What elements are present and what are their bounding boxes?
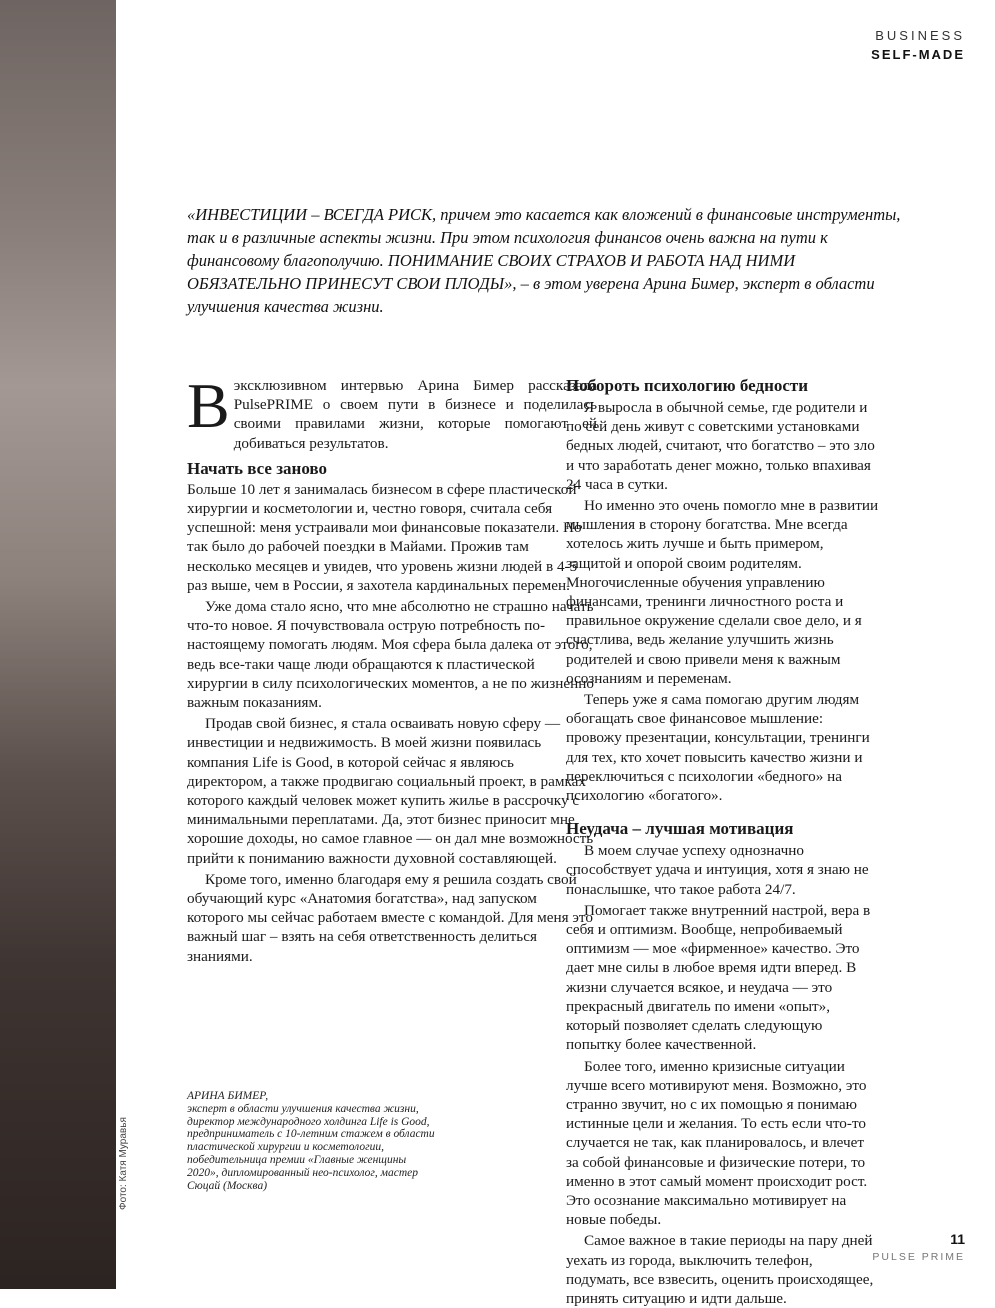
- page-number: 11: [950, 1231, 965, 1247]
- paragraph: Продав свой бизнес, я стала осваивать новую сферу — инвестиции и недвижимость. В моей жизни появилась компания Life is Good, в которой сейчас я являюсь директором, а также продвигаю социальный проект, в рамках которого каждый человек может купить жилье в рассрочку с минимальными переплатами. Да, этот бизнес приносит мне хорошие доходы, но самое главное — он дал мне возможность прийти к пониманию важности духовной составляющей.: [187, 715, 594, 867]
- bio-name: АРИНА БИМЕР,: [187, 1090, 269, 1102]
- photo-credit: Фото: Катя Муравья: [118, 1117, 129, 1210]
- paragraph: Помогает также внутренний настрой, вера в себя и оптимизм. Вообще, непробиваемый оптимизм — мое «фирменное» качество. Это дает мне силы в любое время идти вперед. В жизни случается всякое, и неудача — это прекрасный двигатель по имени «опыт», который позволяет сделать следующую попытку более качественной.: [566, 901, 871, 1054]
- section-header: [871, 28, 965, 62]
- paragraph: Я выросла в обычной семье, где родители и по сей день живут с советскими установками бедных людей, считают, что богатство – это зло и что заработать денег можно, только впахивая 24 часа в сутки.: [566, 399, 875, 493]
- author-bio: [187, 1090, 437, 1192]
- heading-failure-motivation: Неудача – лучшая мотивация: [566, 819, 794, 839]
- section-title: BUSINESS: [875, 28, 965, 43]
- magazine-name: PULSE PRIME: [872, 1251, 965, 1263]
- intro-text: эксклюзивном интервью Арина Бимер рассказала PulsePRIME о своем пути в бизнесе и поделилась своими правилами жизни, которые помогают ей добиваться результатов.: [233, 377, 597, 452]
- paragraph: Более того, именно кризисные ситуации лучше всего мотивируют меня. Возможно, это странно звучит, но с их помощью я понимаю истинные цели и желания. То есть если что-то случается не так, как планировалось, и влечет за собой финансовые и физические потери, то именно в этот самый момент происходит рост. Это осознание максимально мотивирует на новые победы.: [566, 1057, 868, 1229]
- drop-cap: В: [187, 370, 230, 441]
- paragraph: Самое важное в такие периоды на пару дней уехать из города, выключить телефон, подумать, все взвесить, оценить происходящее, принять ситуацию и идти дальше.: [566, 1232, 874, 1307]
- right-column: [566, 376, 880, 1308]
- page-footer: [872, 1231, 965, 1263]
- paragraph: Но именно это очень помогло мне в развитии мышления в сторону богатства. Мне всегда хотелось жить лучше и быть примером, защитой и опорой своим родителям. Многочисленные обучения управлению финансами, тренинги личностного роста и правильное окружение сделали свое дело, и я счастлива, ведь желание улучшить жизнь родителей и свою привели меня к важным осознаниям и переменам.: [566, 497, 879, 687]
- lead-quote: «ИНВЕСТИЦИИ – ВСЕГДА РИСК, причем это касается как вложений в финансовые инструменты, так и в различные аспекты жизни. При этом психология финансов очень важна на пути к финансовому благополучию. ПОНИМАНИЕ СВОИХ СТРАХОВ И РАБОТА НАД НИМИ ОБЯЗАТЕЛЬНО ПРИНЕСУТ СВОИ ПЛОДЫ», – в этом уверена Арина Бимер, эксперт в области улучшения качества жизни.: [187, 205, 901, 316]
- paragraph: Больше 10 лет я занималась бизнесом в сфере пластической хирургии и косметологии и, честно говоря, считала себя успешной: меня устраивали мои финансовые показатели. Но так было до рабочей поездки в Майами. Прожив там несколько месяцев и увидев, что уровень жизни людей в 4-5 раз выше, чем в России, я захотела кардинальных перемен.: [187, 480, 582, 594]
- heading-start-over: Начать все заново: [187, 458, 327, 478]
- paragraph: Уже дома стало ясно, что мне абсолютно не страшно начать что-то новое. Я почувствовала острую потребность по-настоящему помогать людям. Моя сфера была далека от этого, ведь все-таки чаще люди обращаются к пластической хирургии в силу психологических моментов, а не по жизненно важным показаниям.: [187, 598, 594, 712]
- paragraph: Теперь уже я сама помогаю другим людям обогащать свое финансовое мышление: провожу презентации, консультации, тренинги для тех, кто хочет повысить качество жизни и переключиться с психологии «бедного» на психологию «богатого».: [566, 691, 870, 805]
- subsection-title: SELF-MADE: [871, 47, 965, 62]
- intro-paragraph: [187, 370, 597, 453]
- left-column: [187, 370, 597, 966]
- portrait-photo-strip: [0, 0, 116, 1289]
- paragraph: В моем случае успеху однозначно способствует удача и интуиция, хотя я знаю не понаслышке, что такое работа 24/7.: [566, 842, 869, 898]
- heading-overcome-poverty: Побороть психологию бедности: [566, 376, 809, 395]
- paragraph: Кроме того, именно благодаря ему я решила создать свой обучающий курс «Анатомия богатства», над запуском которого мы сейчас работаем вместе с командой. Для меня это важный шаг – взять на себя ответственность делиться знаниями.: [187, 870, 593, 965]
- bio-text: эксперт в области улучшения качества жизни, директор международного холдинга Life is Good, предприниматель с 10-летним стажем в области пластической хирургии и косметологии, победительница премии «Главные женщины 2020», дипломированный нео-психолог, мастер Сюцай (Москва): [187, 1102, 435, 1192]
